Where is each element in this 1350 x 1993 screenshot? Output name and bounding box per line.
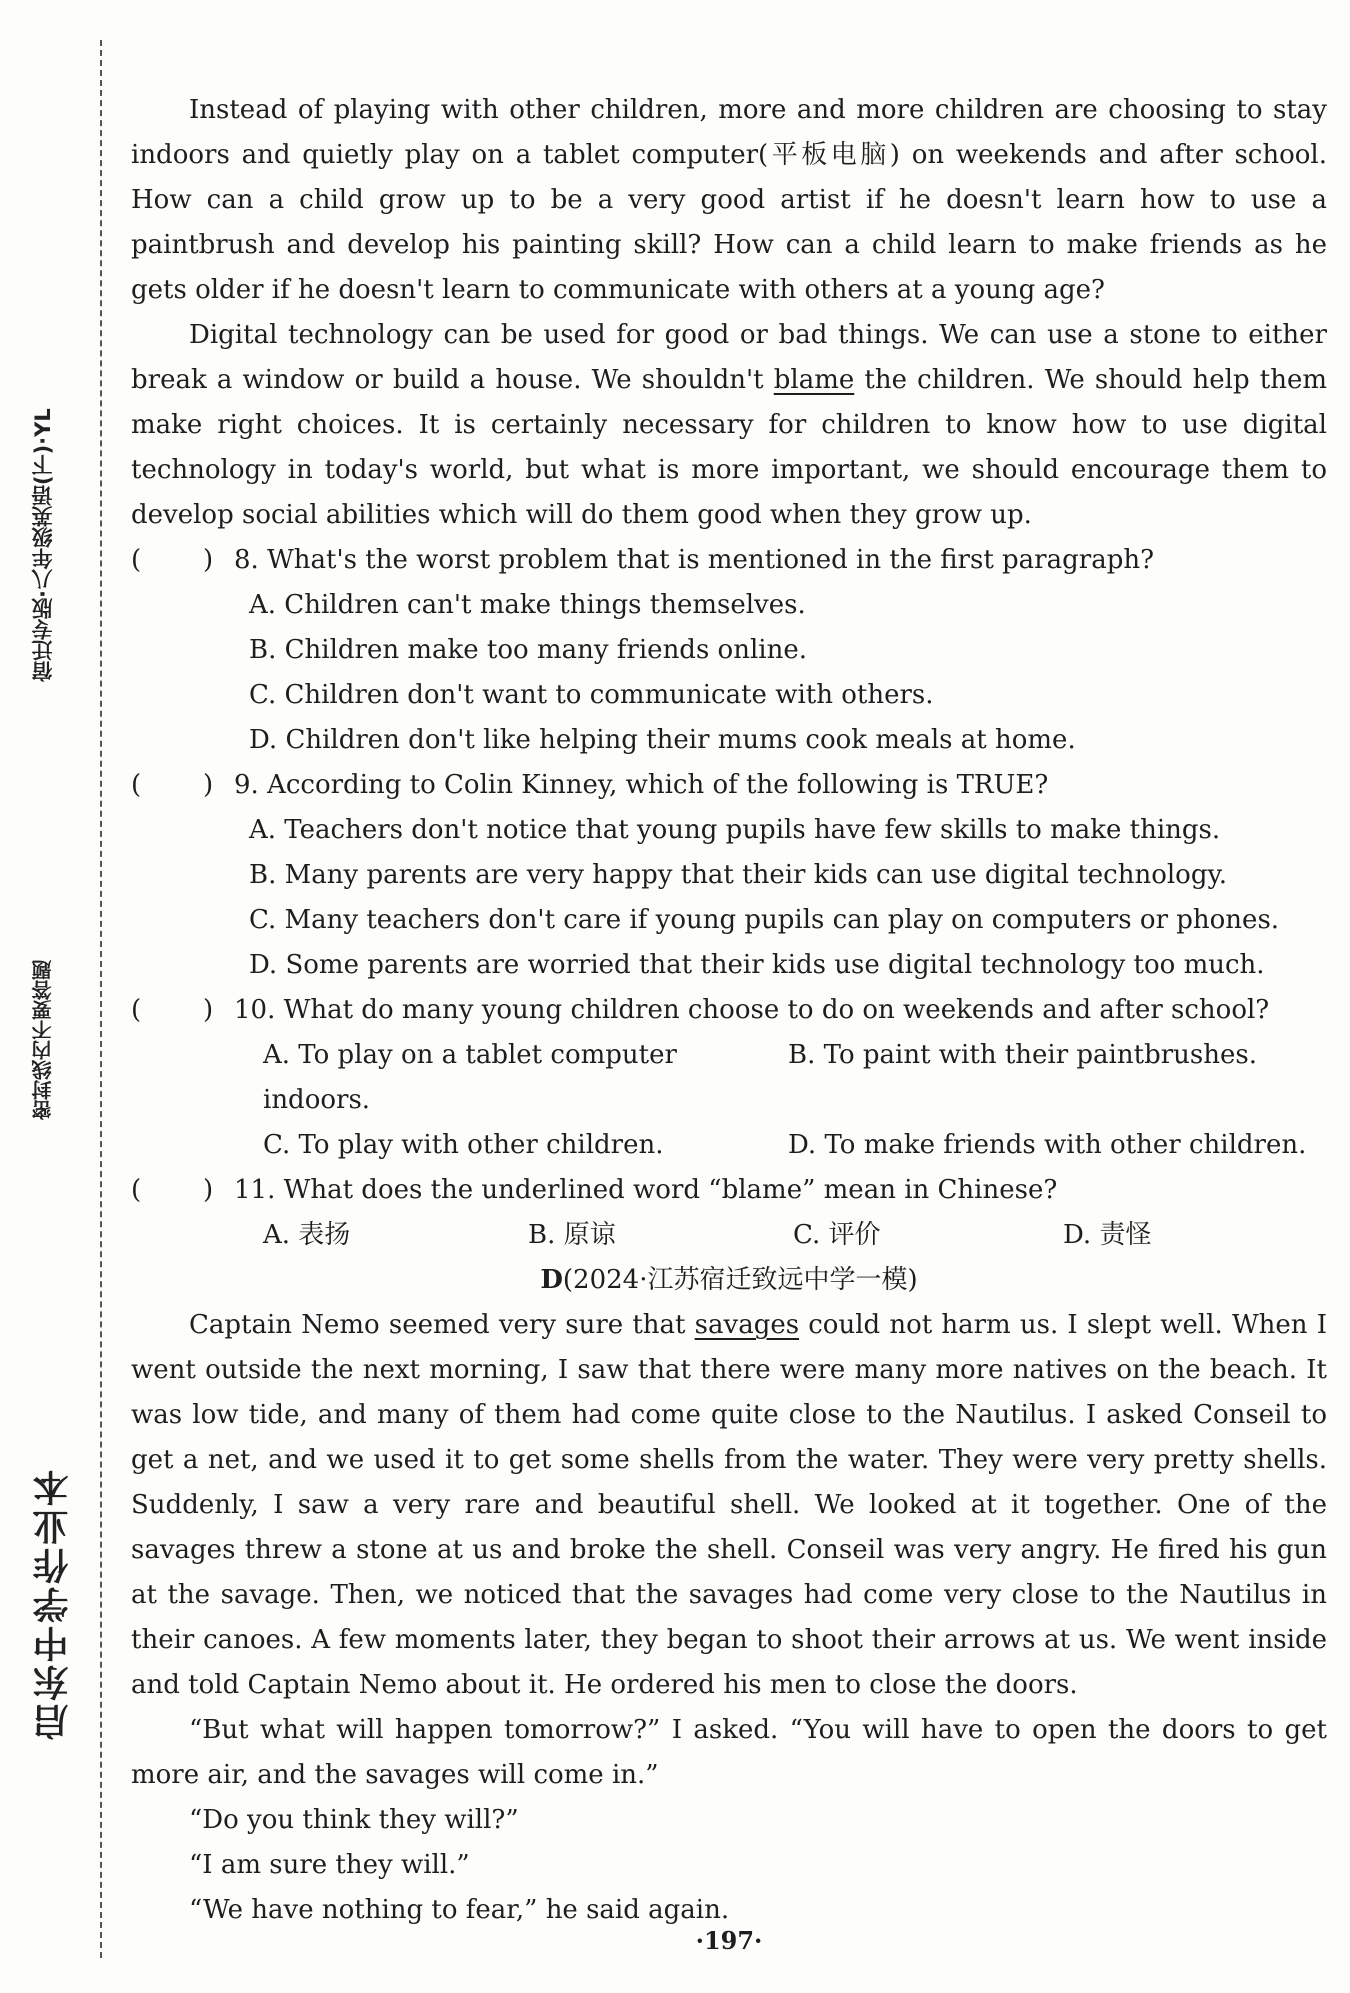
- margin-warning-label: 密封线内不要答题: [31, 960, 55, 1120]
- q10-option-d: D. To make friends with other children.: [788, 1130, 1307, 1160]
- q10-options: [131, 1033, 1327, 1168]
- q11-option-c: C. 评价: [793, 1220, 881, 1250]
- q10-option-b: B. To paint with their paintbrushes.: [788, 1040, 1257, 1070]
- q8-option-a: A. Children can't make things themselves.: [249, 590, 806, 620]
- question-9: ( ) 9. According to Colin Kinney, which of the following is TRUE?: [131, 763, 1327, 808]
- question-8: ( ) 8. What's the worst problem that is mentioned in the first paragraph?: [131, 538, 1327, 583]
- margin-book-title: 启东中学作业本: [33, 1467, 74, 1740]
- underlined-word-blame: blame: [773, 365, 855, 395]
- passage-c-para2: Digital technology can be used for good or bad things. We can use a stone to either break a window or build a house. We shouldn't blame the children. We should help them make right choices. It is certainly necessary for children to know how to use digital technology in today's world, but what is more important, we should encourage them to develop social abilities which will do them good when they grow up.: [131, 320, 1327, 530]
- answer-blank[interactable]: ( ): [131, 770, 214, 800]
- passage-d-para1: Captain Nemo seemed very sure that savages could not harm us. I slept well. When I went outside the next morning, I saw that there were many more natives on the beach. It was low tide, and many of them had come quite close to the Nautilus. I asked Conseil to get a net, and we used it to get some shells from the water. They were very pretty shells. Suddenly, I saw a very rare and beautiful shell. We looked at it together. One of the savages threw a stone at us and broke the shell. Conseil was very angry. He fired his gun at the savage. Then, we noticed that the savages had come very close to the Nautilus in their canoes. A few moments later, they began to shoot their arrows at us. We went inside and told Captain Nemo about it. He ordered his men to close the doors.: [131, 1310, 1327, 1700]
- question-10: ( ) 10. What do many young children choose to do on weekends and after school?: [131, 988, 1327, 1033]
- q11-option-b: B. 原谅: [528, 1220, 616, 1250]
- margin-edition-label: 宿迁专版·八年级英语(下)·YL: [31, 408, 55, 682]
- q11-option-d: D. 责怪: [1063, 1220, 1152, 1250]
- page-content: [131, 88, 1327, 1955]
- q8-option-b: B. Children make too many friends online.: [249, 635, 807, 665]
- q11-options: [131, 1213, 1327, 1258]
- question-11: ( ) 11. What does the underlined word “blame” mean in Chinese?: [131, 1168, 1327, 1213]
- underlined-word-savages: savages: [694, 1310, 800, 1340]
- passage-c-para1: Instead of playing with other children, more and more children are choosing to stay indoors and quietly play on a tablet computer(平板电脑) on weekends and after school. How can a child grow up to be a very good artist if he doesn't learn how to use a paintbrush and develop his painting skill? How can a child learn to make friends as he gets older if he doesn't learn to communicate with others at a young age?: [131, 95, 1327, 305]
- q10-option-a: A. To play on a tablet computer indoors.: [263, 1040, 677, 1115]
- answer-blank[interactable]: ( ): [131, 1175, 214, 1205]
- passage-d-para2: “But what will happen tomorrow?” I asked. “You will have to open the doors to get more air, and the savages will come in.”: [131, 1715, 1327, 1790]
- passage-d-para4: “I am sure they will.”: [189, 1850, 470, 1880]
- answer-blank[interactable]: ( ): [131, 545, 214, 575]
- page-number: ·197·: [695, 1926, 763, 1955]
- q10-option-c: C. To play with other children.: [263, 1130, 664, 1160]
- passage-d-para3: “Do you think they will?”: [189, 1805, 519, 1835]
- answer-blank[interactable]: ( ): [131, 995, 214, 1025]
- q8-option-d: D. Children don't like helping their mums cook meals at home.: [249, 725, 1076, 755]
- q9-option-b: B. Many parents are very happy that their kids can use digital technology.: [249, 860, 1227, 890]
- q9-option-d: D. Some parents are worried that their kids use digital technology too much.: [249, 950, 1265, 980]
- q8-option-c: C. Children don't want to communicate with others.: [249, 680, 934, 710]
- q9-option-a: A. Teachers don't notice that young pupils have few skills to make things.: [249, 815, 1221, 845]
- q11-option-a: A. 表扬: [263, 1220, 351, 1250]
- q9-option-c: C. Many teachers don't care if young pupils can play on computers or phones.: [249, 905, 1280, 935]
- passage-d-heading: D(2024·江苏宿迁致远中学一模): [540, 1265, 918, 1295]
- passage-d-para5: “We have nothing to fear,” he said again.: [189, 1895, 730, 1925]
